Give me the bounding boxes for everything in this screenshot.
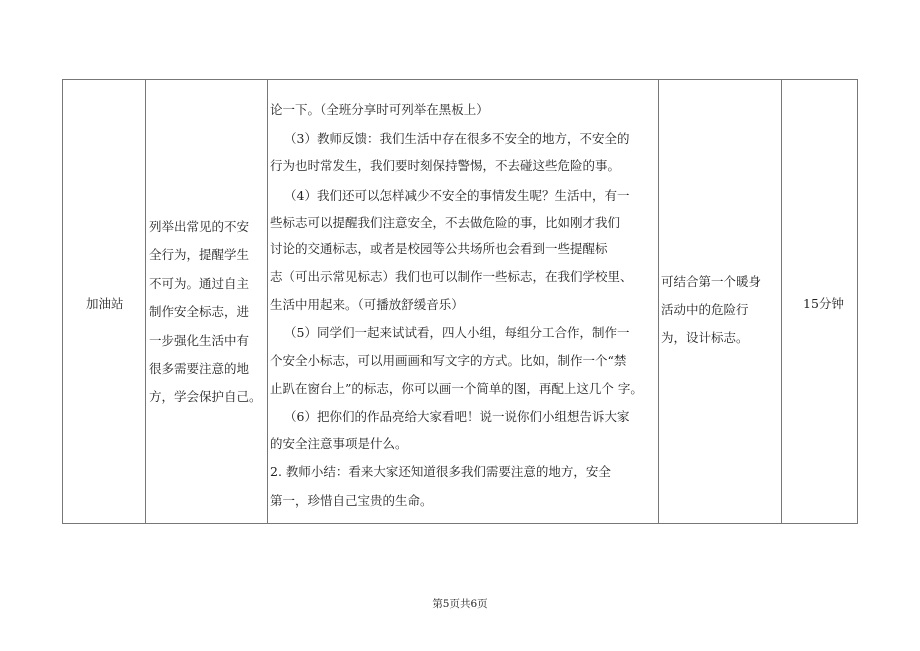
process-line: 志（可出示常见标志）我们也可以制作一些标志，在我们学校里、	[270, 269, 633, 284]
process-line: （3）教师反馈：我们生活中存在很多不安全的地方，不安全的	[284, 131, 630, 146]
section-name: 加油站	[86, 296, 124, 311]
column-divider-2	[267, 79, 268, 524]
process-line: 些标志可以提醒我们注意安全，不去做危险的事，比如刚才我们	[270, 215, 621, 230]
note-line: 活动中的危险行	[661, 302, 749, 318]
goal-line: 列举出常见的不安	[149, 219, 250, 234]
page-number: 第5页共6页	[432, 598, 488, 610]
note-line: 为，设计标志。	[661, 330, 749, 346]
table-left-border	[62, 79, 63, 524]
column-divider-1	[145, 79, 146, 524]
process-line: 的安全注意事项是什么。	[270, 436, 408, 451]
process-line: （5）同学们一起来试试看，四人小组，每组分工合作，制作一	[284, 325, 630, 340]
process-line: 2. 教师小结：看来大家还知道很多我们需要注意的地方，安全	[270, 464, 611, 479]
table-bottom-border	[62, 523, 858, 524]
process-line: 止趴在窗台上”的标志，你可以画一个简单的图，再配上这几个 字。	[270, 381, 643, 396]
process-line: 个安全小标志，可以用画画和写文字的方式。比如，制作一个“禁	[270, 353, 627, 368]
process-line: 第一，珍惜自己宝贵的生命。	[270, 493, 433, 508]
note-line: 可结合第一个暖身	[661, 274, 762, 289]
process-line: （4）我们还可以怎样减少不安全的事情发生呢？生活中，有一	[284, 188, 630, 203]
process-line: 论一下。（全班分享时可列举在黑板上）	[270, 102, 489, 117]
table-top-border	[62, 79, 858, 80]
column-divider-4	[781, 79, 782, 524]
goal-line: 一步强化生活中有	[149, 332, 250, 348]
process-line: （6）把你们的作品亮给大家看吧！说一说你们小组想告诉大家	[284, 409, 630, 424]
column-divider-3	[658, 79, 659, 524]
goal-line: 全行为，提醒学生	[149, 247, 250, 263]
process-line: 讨论的交通标志，或者是校园等公共场所也会看到一些提醒标	[270, 241, 608, 256]
table-right-border	[857, 79, 858, 524]
goal-line: 很多需要注意的地	[149, 361, 250, 377]
note-cell	[661, 268, 761, 353]
process-line: 生活中用起来。（可播放舒缓音乐）	[270, 297, 464, 312]
goal-line: 制作安全标志，进	[149, 304, 250, 320]
goal-cell	[149, 213, 262, 412]
time-value: 15分钟	[803, 296, 844, 311]
process-line: 行为也时常发生，我们要时刻保持警惕，不去碰这些危险的事。	[270, 158, 621, 173]
goal-line: 方，学会保护自己。	[149, 389, 262, 405]
goal-line: 不可为。通过自主	[149, 275, 250, 291]
